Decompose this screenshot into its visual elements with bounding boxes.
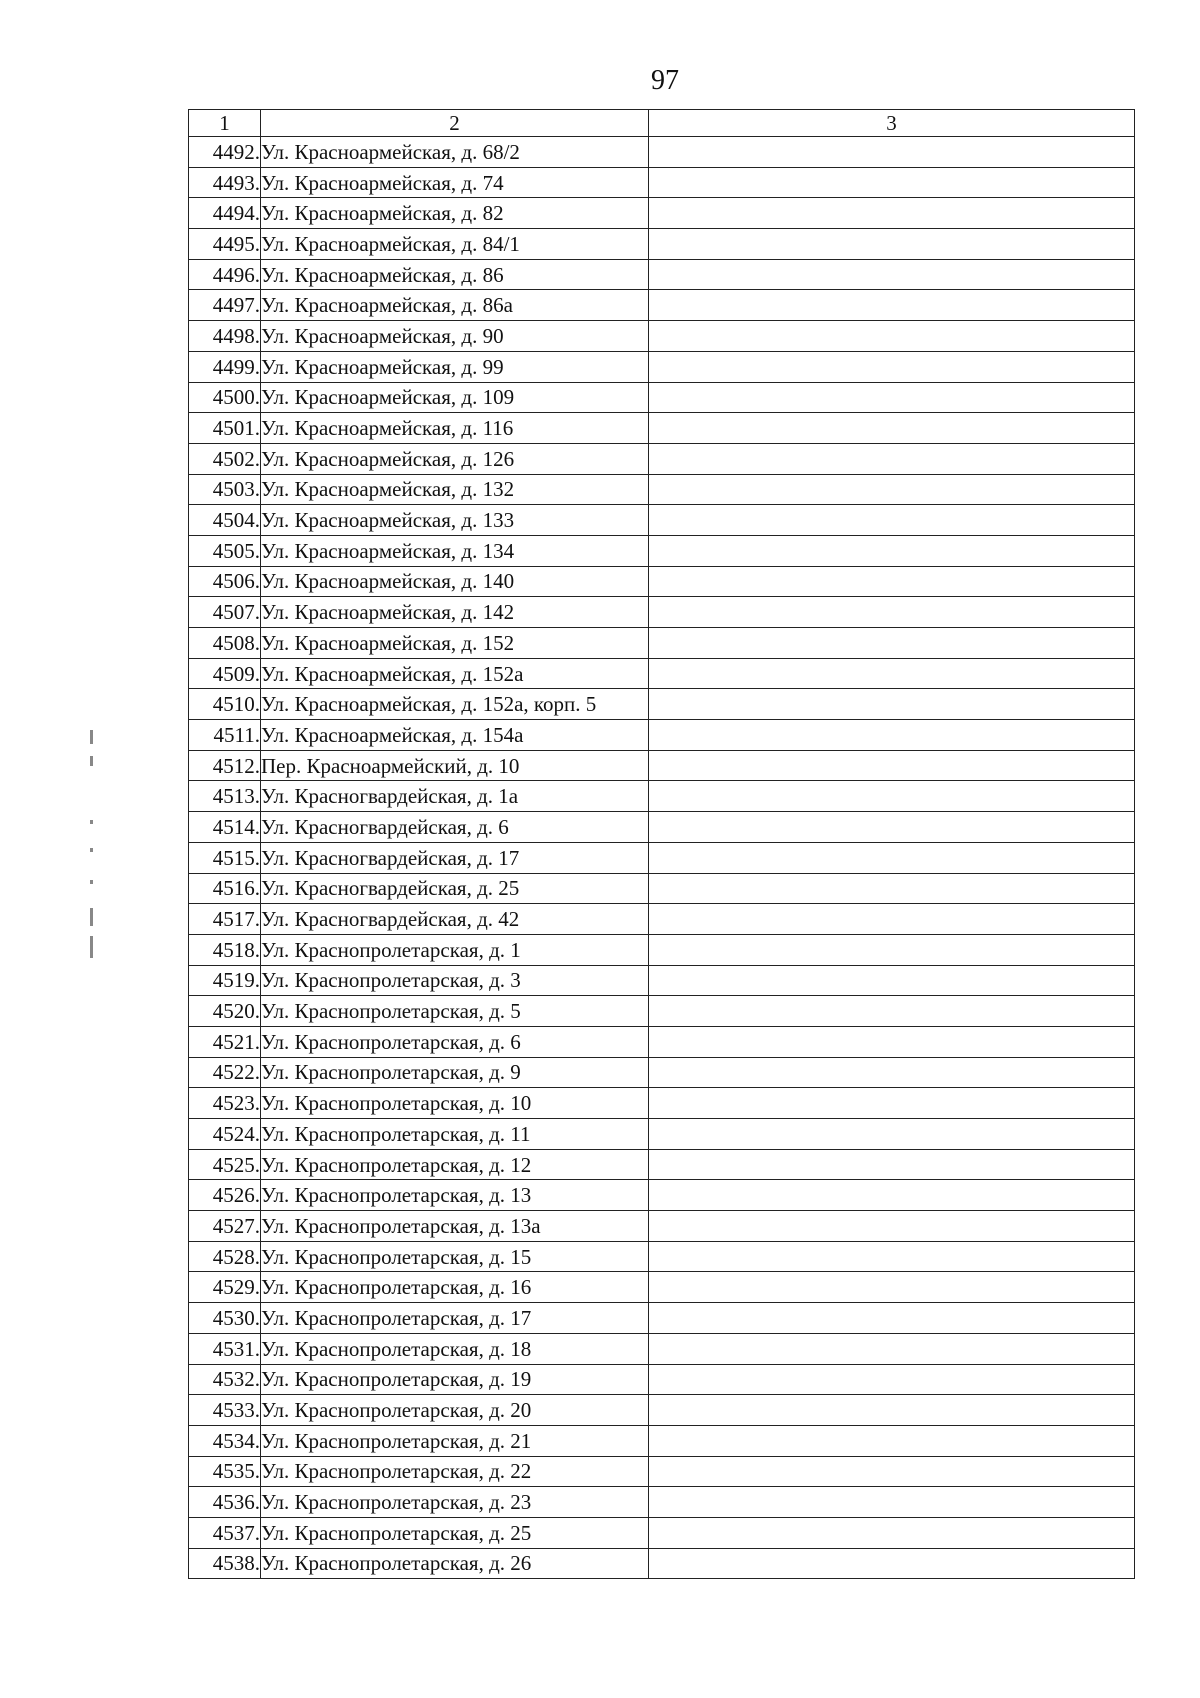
- row-note-empty: [649, 505, 1135, 536]
- row-number: 4527.: [189, 1211, 261, 1242]
- row-address: Ул. Краснопролетарская, д. 16: [261, 1272, 649, 1303]
- row-note-empty: [649, 842, 1135, 873]
- table-row: [189, 996, 1135, 1027]
- table-row: [189, 505, 1135, 536]
- table-row: [189, 1548, 1135, 1579]
- row-note-empty: [649, 1395, 1135, 1426]
- table-row: [189, 321, 1135, 352]
- row-number: 4504.: [189, 505, 261, 536]
- row-note-empty: [649, 1057, 1135, 1088]
- row-number: 4528.: [189, 1241, 261, 1272]
- row-number: 4512.: [189, 750, 261, 781]
- row-note-empty: [649, 1119, 1135, 1150]
- table-row: [189, 1487, 1135, 1518]
- row-address: Ул. Красноармейская, д. 109: [261, 382, 649, 413]
- row-number: 4507.: [189, 597, 261, 628]
- row-address: Ул. Краснопролетарская, д. 21: [261, 1425, 649, 1456]
- table-row: [189, 290, 1135, 321]
- row-number: 4531.: [189, 1333, 261, 1364]
- row-note-empty: [649, 1548, 1135, 1579]
- table-row: [189, 1456, 1135, 1487]
- table-row: [189, 689, 1135, 720]
- row-address: Ул. Красноармейская, д. 154а: [261, 720, 649, 751]
- page-number: 97: [651, 65, 679, 96]
- table-row: [189, 628, 1135, 659]
- row-address: Ул. Краснопролетарская, д. 15: [261, 1241, 649, 1272]
- table-row: [189, 842, 1135, 873]
- row-number: 4530.: [189, 1303, 261, 1334]
- row-number: 4497.: [189, 290, 261, 321]
- column-header-1: 1: [189, 110, 261, 137]
- row-number: 4518.: [189, 934, 261, 965]
- row-note-empty: [649, 597, 1135, 628]
- row-number: 4492.: [189, 137, 261, 168]
- table-row: [189, 167, 1135, 198]
- address-table: [188, 109, 1135, 1579]
- row-number: 4498.: [189, 321, 261, 352]
- row-note-empty: [649, 873, 1135, 904]
- row-address: Ул. Красногвардейская, д. 42: [261, 904, 649, 935]
- row-note-empty: [649, 167, 1135, 198]
- row-number: 4535.: [189, 1456, 261, 1487]
- row-note-empty: [649, 750, 1135, 781]
- table-row: [189, 1241, 1135, 1272]
- table-row: [189, 198, 1135, 229]
- table-row: [189, 1180, 1135, 1211]
- table-row: [189, 1303, 1135, 1334]
- row-address: Ул. Красноармейская, д. 132: [261, 474, 649, 505]
- row-number: 4510.: [189, 689, 261, 720]
- row-address: Ул. Краснопролетарская, д. 6: [261, 1026, 649, 1057]
- row-note-empty: [649, 535, 1135, 566]
- row-number: 4502.: [189, 443, 261, 474]
- row-number: 4533.: [189, 1395, 261, 1426]
- row-number: 4493.: [189, 167, 261, 198]
- row-address: Ул. Красноармейская, д. 86а: [261, 290, 649, 321]
- row-address: Ул. Красноармейская, д. 82: [261, 198, 649, 229]
- row-address: Ул. Краснопролетарская, д. 9: [261, 1057, 649, 1088]
- table-row: [189, 443, 1135, 474]
- row-number: 4509.: [189, 658, 261, 689]
- row-number: 4526.: [189, 1180, 261, 1211]
- row-address: Ул. Краснопролетарская, д. 1: [261, 934, 649, 965]
- table-row: [189, 658, 1135, 689]
- row-number: 4522.: [189, 1057, 261, 1088]
- row-address: Ул. Краснопролетарская, д. 20: [261, 1395, 649, 1426]
- row-address: Ул. Краснопролетарская, д. 17: [261, 1303, 649, 1334]
- table-row: [189, 1211, 1135, 1242]
- row-number: 4538.: [189, 1548, 261, 1579]
- row-note-empty: [649, 1456, 1135, 1487]
- table-row: [189, 1026, 1135, 1057]
- row-number: 4495.: [189, 229, 261, 260]
- table-row: [189, 535, 1135, 566]
- row-note-empty: [649, 1149, 1135, 1180]
- row-address: Ул. Красноармейская, д. 126: [261, 443, 649, 474]
- row-address: Ул. Краснопролетарская, д. 13: [261, 1180, 649, 1211]
- row-note-empty: [649, 1333, 1135, 1364]
- row-note-empty: [649, 1364, 1135, 1395]
- row-note-empty: [649, 812, 1135, 843]
- row-note-empty: [649, 321, 1135, 352]
- row-number: 4514.: [189, 812, 261, 843]
- row-note-empty: [649, 566, 1135, 597]
- row-address: Ул. Красноармейская, д. 84/1: [261, 229, 649, 260]
- row-address: Ул. Красноармейская, д. 74: [261, 167, 649, 198]
- table-row: [189, 382, 1135, 413]
- row-number: 4496.: [189, 259, 261, 290]
- row-number: 4532.: [189, 1364, 261, 1395]
- table-row: [189, 934, 1135, 965]
- row-number: 4534.: [189, 1425, 261, 1456]
- row-number: 4525.: [189, 1149, 261, 1180]
- row-note-empty: [649, 474, 1135, 505]
- table-row: [189, 259, 1135, 290]
- row-note-empty: [649, 1026, 1135, 1057]
- row-address: Ул. Красноармейская, д. 152а: [261, 658, 649, 689]
- table-row: [189, 566, 1135, 597]
- table-row: [189, 137, 1135, 168]
- row-address: Ул. Красноармейская, д. 152а, корп. 5: [261, 689, 649, 720]
- row-address: Ул. Красноармейская, д. 152: [261, 628, 649, 659]
- row-number: 4536.: [189, 1487, 261, 1518]
- row-address: Ул. Краснопролетарская, д. 23: [261, 1487, 649, 1518]
- row-address: Ул. Краснопролетарская, д. 22: [261, 1456, 649, 1487]
- row-note-empty: [649, 382, 1135, 413]
- row-address: Ул. Красногвардейская, д. 1а: [261, 781, 649, 812]
- table-row: [189, 229, 1135, 260]
- row-note-empty: [649, 229, 1135, 260]
- row-address: Ул. Краснопролетарская, д. 18: [261, 1333, 649, 1364]
- row-number: 4515.: [189, 842, 261, 873]
- row-note-empty: [649, 689, 1135, 720]
- table-row: [189, 1119, 1135, 1150]
- row-number: 4506.: [189, 566, 261, 597]
- row-number: 4516.: [189, 873, 261, 904]
- row-number: 4520.: [189, 996, 261, 1027]
- row-note-empty: [649, 720, 1135, 751]
- row-note-empty: [649, 904, 1135, 935]
- row-number: 4513.: [189, 781, 261, 812]
- table-row: [189, 904, 1135, 935]
- table-row: [189, 781, 1135, 812]
- table-row: [189, 965, 1135, 996]
- row-address: Ул. Красноармейская, д. 90: [261, 321, 649, 352]
- row-address: Ул. Красноармейская, д. 99: [261, 351, 649, 382]
- row-address: Ул. Краснопролетарская, д. 19: [261, 1364, 649, 1395]
- table-row: [189, 1425, 1135, 1456]
- row-note-empty: [649, 1517, 1135, 1548]
- table-row: [189, 1517, 1135, 1548]
- row-number: 4503.: [189, 474, 261, 505]
- header-row: [189, 110, 1135, 137]
- row-note-empty: [649, 198, 1135, 229]
- row-address: Ул. Краснопролетарская, д. 26: [261, 1548, 649, 1579]
- row-note-empty: [649, 658, 1135, 689]
- row-address: Ул. Красноармейская, д. 140: [261, 566, 649, 597]
- table-row: [189, 597, 1135, 628]
- row-number: 4521.: [189, 1026, 261, 1057]
- row-number: 4517.: [189, 904, 261, 935]
- row-address: Ул. Краснопролетарская, д. 13а: [261, 1211, 649, 1242]
- row-address: Ул. Красногвардейская, д. 25: [261, 873, 649, 904]
- row-note-empty: [649, 1425, 1135, 1456]
- row-address: Ул. Краснопролетарская, д. 11: [261, 1119, 649, 1150]
- row-number: 4519.: [189, 965, 261, 996]
- row-number: 4523.: [189, 1088, 261, 1119]
- table-row: [189, 474, 1135, 505]
- table-row: [189, 1333, 1135, 1364]
- table-row: [189, 1149, 1135, 1180]
- scan-margin-marks: [80, 730, 104, 970]
- row-note-empty: [649, 1088, 1135, 1119]
- table-row: [189, 812, 1135, 843]
- row-note-empty: [649, 628, 1135, 659]
- row-address: Ул. Красноармейская, д. 142: [261, 597, 649, 628]
- row-number: 4537.: [189, 1517, 261, 1548]
- row-note-empty: [649, 1241, 1135, 1272]
- row-address: Ул. Красноармейская, д. 116: [261, 413, 649, 444]
- table-row: [189, 750, 1135, 781]
- row-address: Ул. Красноармейская, д. 68/2: [261, 137, 649, 168]
- row-number: 4529.: [189, 1272, 261, 1303]
- row-number: 4524.: [189, 1119, 261, 1150]
- table-row: [189, 1395, 1135, 1426]
- row-note-empty: [649, 413, 1135, 444]
- row-note-empty: [649, 1211, 1135, 1242]
- row-address: Ул. Краснопролетарская, д. 10: [261, 1088, 649, 1119]
- table-row: [189, 1057, 1135, 1088]
- table-row: [189, 351, 1135, 382]
- row-note-empty: [649, 1272, 1135, 1303]
- row-address: Ул. Красноармейская, д. 86: [261, 259, 649, 290]
- table-row: [189, 413, 1135, 444]
- row-note-empty: [649, 259, 1135, 290]
- row-number: 4500.: [189, 382, 261, 413]
- row-address: Ул. Красноармейская, д. 134: [261, 535, 649, 566]
- row-note-empty: [649, 351, 1135, 382]
- table-row: [189, 1088, 1135, 1119]
- row-number: 4501.: [189, 413, 261, 444]
- row-address: Ул. Краснопролетарская, д. 12: [261, 1149, 649, 1180]
- row-address: Пер. Красноармейский, д. 10: [261, 750, 649, 781]
- row-number: 4511.: [189, 720, 261, 751]
- row-address: Ул. Краснопролетарская, д. 5: [261, 996, 649, 1027]
- table-row: [189, 1272, 1135, 1303]
- row-note-empty: [649, 137, 1135, 168]
- table-row: [189, 720, 1135, 751]
- row-address: Ул. Красноармейская, д. 133: [261, 505, 649, 536]
- row-address: Ул. Краснопролетарская, д. 3: [261, 965, 649, 996]
- row-note-empty: [649, 290, 1135, 321]
- row-number: 4499.: [189, 351, 261, 382]
- row-number: 4494.: [189, 198, 261, 229]
- table-row: [189, 1364, 1135, 1395]
- row-number: 4505.: [189, 535, 261, 566]
- table-row: [189, 873, 1135, 904]
- row-note-empty: [649, 1487, 1135, 1518]
- row-address: Ул. Краснопролетарская, д. 25: [261, 1517, 649, 1548]
- row-note-empty: [649, 934, 1135, 965]
- row-note-empty: [649, 781, 1135, 812]
- row-note-empty: [649, 1180, 1135, 1211]
- row-note-empty: [649, 1303, 1135, 1334]
- row-note-empty: [649, 443, 1135, 474]
- column-header-3: 3: [649, 110, 1135, 137]
- row-note-empty: [649, 996, 1135, 1027]
- row-number: 4508.: [189, 628, 261, 659]
- column-header-2: 2: [261, 110, 649, 137]
- row-address: Ул. Красногвардейская, д. 17: [261, 842, 649, 873]
- row-note-empty: [649, 965, 1135, 996]
- table-body: [189, 137, 1135, 1579]
- row-address: Ул. Красногвардейская, д. 6: [261, 812, 649, 843]
